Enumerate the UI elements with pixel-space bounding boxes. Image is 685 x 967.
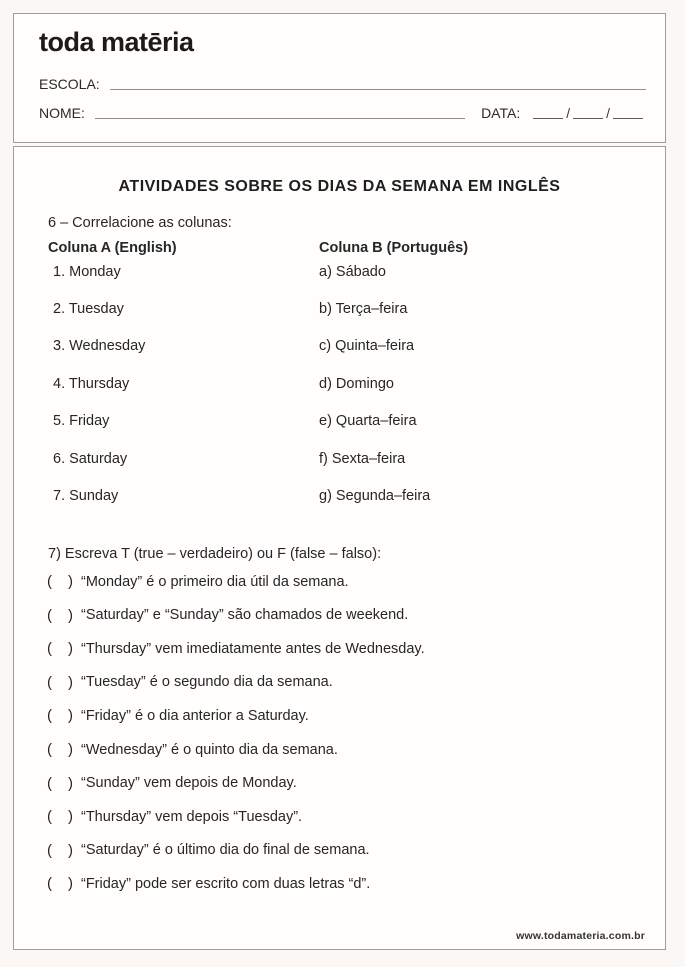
statement-text: “Tuesday” é o segundo dia da semana.	[81, 674, 333, 691]
answer-parens	[47, 741, 73, 758]
name-label: NOME:	[39, 105, 85, 121]
match-item-a: 6. Saturday	[53, 450, 128, 467]
paren-open: (	[47, 640, 52, 658]
match-row	[48, 290, 645, 327]
match-row	[48, 365, 645, 402]
statement-text: “Thursday” vem imediatamente antes de Wednesday.	[81, 640, 425, 657]
statement-text: “Wednesday” é o quinto dia da semana.	[81, 741, 338, 758]
statement-row	[47, 833, 645, 867]
column-a-header: Coluna A (English)	[48, 240, 177, 256]
match-item-a: 5. Friday	[53, 413, 110, 430]
footer-url: www.todamateria.com.br	[516, 930, 645, 942]
name-write-line	[95, 114, 465, 119]
statement-text: “Monday” é o primeiro dia útil da semana.	[81, 573, 349, 590]
header-box	[13, 13, 666, 143]
date-blank-day	[533, 114, 563, 119]
question-6-prompt: 6 – Correlacione as colunas:	[48, 215, 232, 231]
answer-parens	[47, 842, 73, 859]
match-item-b: f) Sexta–feira	[319, 450, 406, 467]
match-item-a: 4. Thursday	[53, 375, 130, 392]
answer-parens	[47, 775, 73, 792]
paren-close: )	[68, 573, 73, 591]
page-title: ATIVIDADES SOBRE OS DIAS DA SEMANA EM INGLÊS	[118, 178, 561, 195]
school-row	[14, 76, 665, 92]
paren-close: )	[68, 841, 73, 859]
paren-close: )	[68, 808, 73, 826]
date-slash: /	[606, 105, 610, 121]
statement-row	[47, 733, 645, 767]
answer-parens	[47, 573, 73, 590]
statement-text: “Saturday” e “Sunday” são chamados de weekend.	[81, 607, 409, 624]
paren-close: )	[68, 673, 73, 691]
match-row	[48, 253, 645, 290]
paren-open: (	[47, 875, 52, 893]
true-false-list	[48, 565, 645, 901]
name-row	[14, 105, 665, 121]
column-b-header: Coluna B (Português)	[319, 240, 469, 256]
statement-row	[47, 800, 645, 834]
school-write-line	[110, 85, 646, 90]
match-row	[48, 440, 645, 477]
paren-open: (	[47, 606, 52, 624]
paren-open: (	[47, 841, 52, 859]
question-7-prompt: 7) Escreva T (true – verdadeiro) ou F (false – falso):	[48, 545, 382, 562]
match-item-b: g) Segunda–feira	[319, 488, 431, 505]
statement-row	[47, 598, 645, 632]
match-item-b: e) Quarta–feira	[319, 413, 417, 430]
paren-open: (	[47, 774, 52, 792]
match-item-b: d) Domingo	[319, 375, 394, 392]
statement-row	[47, 565, 645, 599]
paren-close: )	[68, 640, 73, 658]
date-blank-year	[613, 114, 643, 119]
statement-row	[47, 699, 645, 733]
date-group	[481, 105, 646, 121]
statement-text: “Friday” é o dia anterior a Saturday.	[81, 707, 309, 724]
statement-row	[47, 666, 645, 700]
match-item-b: a) Sábado	[319, 263, 386, 280]
worksheet-box	[13, 146, 666, 950]
match-row	[48, 477, 645, 514]
paren-close: )	[68, 606, 73, 624]
statement-row	[47, 632, 645, 666]
statement-text: “Sunday” vem depois de Monday.	[81, 775, 297, 792]
match-row	[48, 328, 645, 365]
match-item-a: 3. Wednesday	[53, 338, 146, 355]
paren-close: )	[68, 875, 73, 893]
match-item-b: b) Terça–feira	[319, 301, 408, 318]
match-item-a: 1. Monday	[53, 263, 121, 280]
date-blank-month	[573, 114, 603, 119]
school-label: ESCOLA:	[39, 76, 100, 92]
paren-open: (	[47, 573, 52, 591]
statement-text: “Saturday” é o último dia do final de semana.	[81, 842, 370, 859]
match-item-a: 7. Sunday	[53, 488, 119, 505]
answer-parens	[47, 607, 73, 624]
brand-logo: toda matēria	[39, 27, 194, 57]
paren-open: (	[47, 808, 52, 826]
matching-list	[48, 253, 645, 515]
statement-text: “Friday” pode ser escrito com duas letras “d”.	[81, 875, 371, 892]
match-row	[48, 403, 645, 440]
worksheet-body	[14, 216, 665, 901]
answer-parens	[47, 640, 73, 657]
paren-open: (	[47, 741, 52, 758]
date-slash: /	[566, 105, 571, 121]
paren-open: (	[47, 707, 52, 725]
match-item-b: c) Quinta–feira	[319, 338, 415, 355]
answer-parens	[47, 875, 73, 892]
answer-parens	[47, 674, 73, 691]
answer-parens	[47, 808, 73, 825]
statement-row	[47, 766, 645, 800]
statement-row	[47, 867, 645, 901]
match-item-a: 2. Tuesday	[53, 301, 124, 318]
paren-close: )	[68, 741, 73, 758]
paren-open: (	[47, 673, 52, 691]
statement-text: “Thursday” vem depois “Tuesday”.	[81, 808, 303, 825]
paren-close: )	[68, 774, 73, 792]
answer-parens	[47, 707, 73, 724]
date-label: DATA:	[481, 105, 521, 121]
paren-close: )	[68, 707, 73, 725]
